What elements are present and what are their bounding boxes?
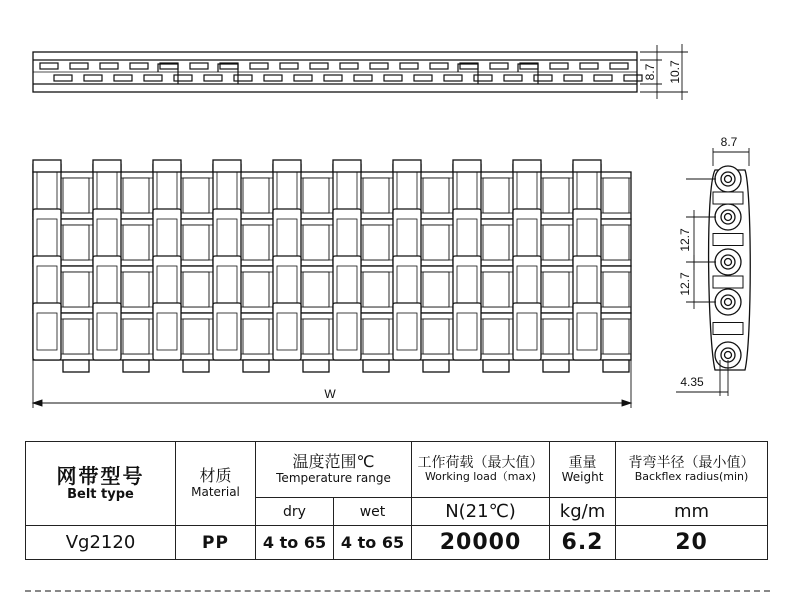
dim-profile-top: 8.7 [720,135,738,149]
belt-module-link [423,272,449,307]
top-edge-tab [573,160,601,172]
header-row [26,442,768,498]
dim-pitch-2: 12.7 [678,272,692,296]
belt-module-link [363,225,389,260]
profile-knuckle [715,249,741,275]
belt-module-link [123,178,149,213]
belt-module-link [483,178,509,213]
top-edge-tab [153,160,181,172]
top-edge-tab [93,160,121,172]
footer-dashed-divider [25,590,770,592]
profile-link-body [713,323,743,335]
bottom-edge-tab [543,360,569,372]
top-edge-tab [273,160,301,172]
belt-module-link [363,272,389,307]
profile-knuckle [715,289,741,315]
backflex-en: Backflex radius(min) [634,470,749,484]
load-value: 20000 [412,526,550,560]
top-edge-tab [453,160,481,172]
belt-type-header [26,442,176,526]
temperature-en: Temperature range [276,470,391,485]
weight-cn: 重量 [568,454,597,471]
bottom-edge-tab [243,360,269,372]
belt-module-link [543,225,569,260]
belt-module-link [543,272,569,307]
belt-module-link [63,225,89,260]
load-unit: N(21℃) [412,498,550,526]
temperature-header [256,442,412,498]
weight-unit: kg/m [550,498,616,526]
belt-module-link [603,178,629,213]
bottom-edge-tab [363,360,389,372]
belt-side-view [33,52,637,92]
weight-en: Weight [561,469,604,484]
belt-module-link [303,225,329,260]
temperature-cn: 温度范围℃ [292,452,375,472]
backflex-value: 20 [616,526,768,560]
model-value: Vg2120 [26,526,176,560]
belt-module-link [603,225,629,260]
belt-module-link [303,178,329,213]
belt-module-link [363,319,389,354]
belt-module-link [243,272,269,307]
bottom-edge-tab [63,360,89,372]
material-value: PP [176,526,256,560]
dim-profile-bottom: 4.35 [680,375,704,389]
belt-module-link [483,272,509,307]
bottom-edge-tab [483,360,509,372]
belt-module-link [423,178,449,213]
dim-side-outer: 10.7 [668,60,682,84]
belt-type-cn: 网带型号 [56,463,145,488]
temp-wet-label: wet [334,498,412,526]
dim-width: W [324,387,336,401]
belt-top-view [33,160,631,372]
belt-module-link [243,225,269,260]
load-en: Working load（max) [424,470,537,484]
belt-module-link [543,319,569,354]
belt-module-link [183,272,209,307]
backflex-header [616,442,768,498]
profile-link-body [713,276,743,288]
material-cn: 材质 [199,466,232,486]
material-header [176,442,256,526]
belt-type-en: Belt type [67,486,134,502]
top-edge-tab [33,160,61,172]
belt-profile-view [709,166,751,370]
bottom-edge-tab [423,360,449,372]
bottom-edge-tab [303,360,329,372]
belt-module-link [243,178,269,213]
belt-module-link [303,319,329,354]
dry-value: 4 to 65 [256,526,334,560]
bottom-edge-tab [123,360,149,372]
belt-module-link [123,225,149,260]
belt-module-link [123,272,149,307]
load-header [412,442,550,498]
belt-module-link [63,319,89,354]
profile-link-body [713,192,743,204]
weight-value: 6.2 [550,526,616,560]
load-cn: 工作荷载（最大值） [417,455,544,472]
belt-module-link [603,319,629,354]
belt-module-link [363,178,389,213]
belt-module-link [123,319,149,354]
top-edge-tab [213,160,241,172]
belt-module-link [183,225,209,260]
backflex-unit: mm [616,498,768,526]
profile-knuckle [715,204,741,230]
profile-knuckle [715,166,741,192]
belt-module-link [423,319,449,354]
dim-pitch-1: 12.7 [678,228,692,252]
material-en: Material [191,484,240,499]
weight-header [550,442,616,498]
top-edge-tab [513,160,541,172]
profile-link-body [713,234,743,246]
wet-value: 4 to 65 [334,526,412,560]
belt-module-link [483,319,509,354]
belt-module-link [303,272,329,307]
backflex-cn: 背弯半径（最小值） [628,455,755,472]
top-edge-tab [393,160,421,172]
belt-module-link [183,319,209,354]
belt-module-link [603,272,629,307]
belt-module-link [63,272,89,307]
belt-module-link [243,319,269,354]
belt-module-link [423,225,449,260]
belt-module-link [63,178,89,213]
belt-module-link [183,178,209,213]
bottom-edge-tab [603,360,629,372]
bottom-edge-tab [183,360,209,372]
spec-table [25,441,768,560]
belt-module-link [483,225,509,260]
data-row [26,526,768,560]
belt-module-link [543,178,569,213]
temp-dry-label: dry [256,498,334,526]
top-edge-tab [333,160,361,172]
dim-side-inner: 8.7 [643,63,657,81]
